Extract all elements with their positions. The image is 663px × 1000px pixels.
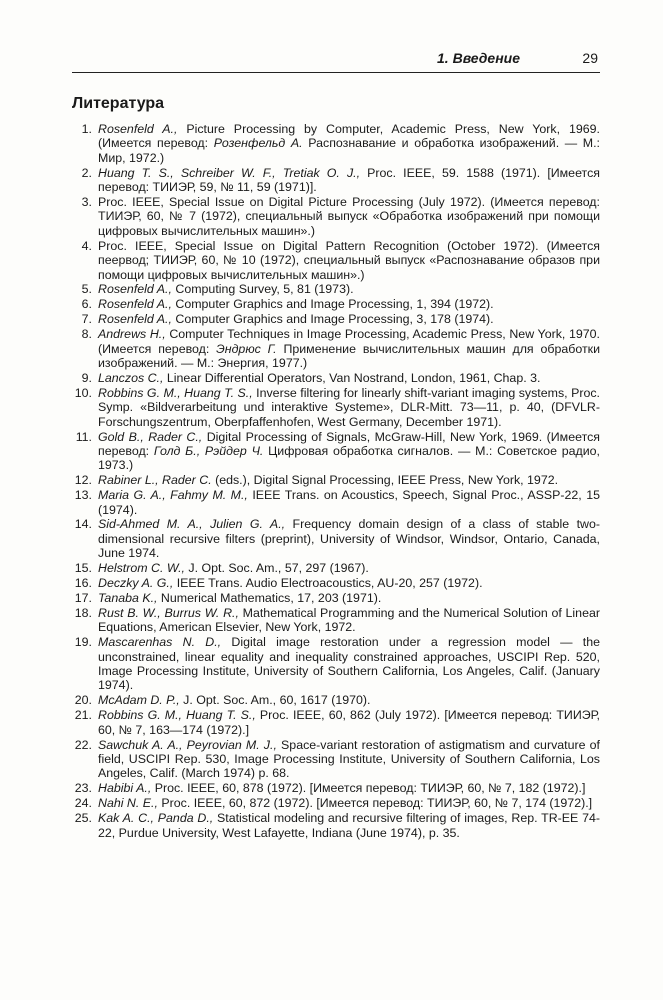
reference-item bbox=[72, 473, 600, 487]
reference-number: 23. bbox=[74, 781, 92, 796]
reference-author: Tanaba K., bbox=[98, 591, 158, 605]
reference-text: Digital Processing of Signals, McGraw-Hill, New York, 1969. (Имеется перевод: bbox=[98, 429, 601, 458]
reference-number: 1. bbox=[81, 122, 92, 136]
reference-item bbox=[72, 635, 600, 693]
reference-item bbox=[72, 488, 600, 517]
running-head bbox=[72, 50, 600, 70]
reference-text: Linear Differential Operators, Van Nostrand, London, 1961, Chap. 3. bbox=[163, 370, 541, 385]
reference-text: Inverse filtering for linearly shift-variant imaging systems, Proc. Symp. «Bildverarbeitung und interaktive Systeme», DLR-Mitt. 73—11, p. 40, (DFVLR-Forschungszentrum, Oberpfaffenhofen, West Germany, December 1971). bbox=[98, 385, 600, 429]
reference-item bbox=[72, 430, 600, 473]
reference-item bbox=[72, 708, 600, 737]
reference-text: IEEE Trans. Audio Electroacoustics, AU-20, 257 (1972). bbox=[173, 576, 483, 591]
section-title: Литература bbox=[72, 95, 165, 112]
reference-text: Picture Processing by Computer, Academic Press, New York, 1969. (Имеется перевод: bbox=[98, 122, 600, 151]
reference-text: Mathematical Programming and the Numerical Solution of Linear Equations, American Elsevier, New York, 1972. bbox=[98, 605, 600, 635]
reference-translation-author: Эндрюс Г. bbox=[216, 341, 277, 356]
reference-translation-author: Розенфельд А. bbox=[213, 136, 303, 151]
reference-item bbox=[72, 297, 600, 311]
reference-number: 2. bbox=[81, 165, 92, 180]
reference-author: Rosenfeld A., bbox=[98, 122, 178, 136]
reference-item bbox=[72, 561, 600, 575]
chapter-title: 1. Введение bbox=[437, 50, 520, 66]
reference-text: IEEE Trans. on Acoustics, Speech, Signal Proc., ASSP-22, 15 (1974). bbox=[98, 488, 600, 517]
reference-number: 13. bbox=[74, 488, 92, 503]
reference-item bbox=[72, 781, 600, 795]
reference-item bbox=[72, 371, 600, 385]
reference-author: Kak A. C., Panda D., bbox=[98, 811, 214, 826]
reference-item bbox=[72, 166, 600, 195]
header-rule bbox=[72, 72, 600, 73]
reference-author: Huang T. S., Schreiber W. F., Tretiak O. J., bbox=[98, 165, 361, 180]
reference-author: Sid-Ahmed M. A., Julien G. A., bbox=[98, 517, 286, 532]
reference-text: Statistical modeling and recursive filtering of images, Rep. TR-EE 74-22, Purdue University, West Lafayette, Indiana (June 1974), p. 35. bbox=[98, 811, 600, 840]
reference-author: Habibi A., bbox=[98, 781, 152, 796]
reference-author: Andrews H., bbox=[98, 327, 166, 342]
reference-author: Maria G. A., Fahmy M. M., bbox=[98, 488, 248, 503]
reference-number: 21. bbox=[74, 708, 92, 723]
reference-author: Nahi N. E., bbox=[98, 796, 158, 811]
reference-item bbox=[72, 796, 600, 810]
page-number: 29 bbox=[582, 50, 598, 66]
reference-number: 6. bbox=[81, 297, 92, 312]
reference-author: Rust B. W., Burrus W. R., bbox=[98, 605, 239, 620]
reference-text: Space-variant restoration of astigmatism and curvature of field, USCIPI Rep. 530, Image Processing Institute, University of Southern California, Los Angeles, Calif. (March 1974) p. 68. bbox=[98, 737, 600, 781]
reference-number: 8. bbox=[81, 327, 92, 342]
reference-text: Computer Graphics and Image Processing, 3, 178 (1974). bbox=[171, 312, 494, 327]
reference-author: Rabiner L., Rader C. bbox=[98, 473, 212, 488]
reference-number: 12. bbox=[74, 473, 92, 488]
reference-text: Proc. IEEE, 60, 878 (1972). [Имеется перевод: ТИИЭР, 60, № 7, 182 (1972).] bbox=[151, 781, 586, 796]
reference-number: 25. bbox=[74, 811, 92, 826]
reference-author: Sawchuk A. A., Peyrovian M. J., bbox=[98, 737, 277, 752]
reference-number: 15. bbox=[74, 561, 92, 576]
reference-text: Computer Graphics and Image Processing, 1, 394 (1972). bbox=[171, 297, 494, 312]
reference-text: Proc. IEEE, Special Issue on Digital Picture Processing (July 1972). (Имеется перевод: ТИИЭР, 60, № 7 (1972), специальный выпуск «Обработка изображений при помощи цифровых вычислительных машин».) bbox=[98, 195, 600, 238]
reference-number: 18. bbox=[74, 605, 92, 620]
reference-item bbox=[72, 811, 600, 840]
reference-author: Rosenfeld A., bbox=[98, 297, 172, 312]
reference-number: 3. bbox=[81, 195, 92, 210]
reference-translation-text: Цифровая обработка сигналов. — М.: Советское радио, 1973.) bbox=[98, 443, 601, 473]
reference-number: 5. bbox=[81, 282, 92, 297]
reference-item bbox=[72, 122, 600, 165]
reference-number: 17. bbox=[74, 591, 92, 605]
reference-item bbox=[72, 576, 600, 590]
reference-item bbox=[72, 195, 600, 238]
reference-author: Lanczos C., bbox=[98, 370, 164, 385]
reference-item bbox=[72, 738, 600, 781]
reference-item bbox=[72, 386, 600, 429]
reference-author: Deczky A. G., bbox=[98, 576, 174, 591]
reference-item bbox=[72, 591, 600, 605]
reference-number: 9. bbox=[81, 370, 92, 385]
reference-translation-text: Распознавание и обработка изображений. — М.: Мир, 1972.) bbox=[98, 136, 601, 165]
reference-item bbox=[72, 282, 600, 296]
reference-number: 7. bbox=[81, 312, 92, 327]
reference-text: Computing Survey, 5, 81 (1973). bbox=[171, 282, 354, 297]
reference-item bbox=[72, 517, 600, 560]
reference-number: 22. bbox=[74, 737, 92, 752]
reference-text: J. Opt. Soc. Am., 60, 1617 (1970). bbox=[179, 693, 371, 708]
reference-text: J. Opt. Soc. Am., 57, 297 (1967). bbox=[184, 561, 369, 576]
reference-text: Proc. IEEE, Special Issue on Digital Pattern Recognition (October 1972). (Имеется пеервод; ТИИЭР, 60, № 10 (1972), специальный выпуск «Распознавание образов при помощи цифровых вычислительных машин».) bbox=[98, 238, 600, 282]
reference-number: 4. bbox=[81, 238, 92, 253]
reference-number: 11. bbox=[75, 429, 92, 444]
reference-author: Helstrom C. W., bbox=[98, 561, 185, 576]
reference-translation-author: Голд Б., Рэйдер Ч. bbox=[153, 443, 264, 458]
reference-item bbox=[72, 312, 600, 326]
reference-text: Frequency domain design of a class of stable two-dimensional recursive filters (preprint), University of Windsor, Windsor, Ontario, Canada, June 1974. bbox=[98, 517, 600, 561]
reference-item bbox=[72, 327, 600, 370]
reference-translation-text: Применение вычислительных машин для обработки изображений. — М.: Энергия, 1977.) bbox=[98, 341, 600, 370]
reference-author: Robbins G. M., Huang T. S., bbox=[98, 385, 253, 400]
reference-list bbox=[72, 122, 600, 840]
reference-number: 20. bbox=[74, 693, 92, 708]
reference-text: Proc. IEEE, 59. 1588 (1971). [Имеется перевод: ТИИЭР, 59, № 11, 59 (1971)]. bbox=[98, 165, 600, 195]
reference-text: Digital image restoration under a regression model — the unconstrained, linear equality and inequality constrained approaches, USCIPI Rep. 520, Image Processing Institute, University of Southern California, Los Angeles, Calif. (January 1974). bbox=[98, 635, 601, 693]
reference-number: 19. bbox=[74, 635, 92, 650]
reference-item bbox=[72, 693, 600, 707]
reference-text: Proc. IEEE, 60, 872 (1972). [Имеется перевод: ТИИЭР, 60, № 7, 174 (1972).] bbox=[157, 796, 593, 811]
reference-number: 14. bbox=[74, 517, 92, 532]
reference-item bbox=[72, 239, 600, 282]
reference-item bbox=[72, 606, 600, 635]
reference-author: Robbins G. M., Huang T. S., bbox=[98, 708, 256, 723]
reference-text: Proc. IEEE, 60, 862 (July 1972). [Имеется перевод: ТИИЭР, 60, № 7, 163—174 (1972).] bbox=[98, 708, 600, 737]
reference-author: Rosenfeld A., bbox=[98, 282, 172, 297]
reference-number: 16. bbox=[74, 576, 92, 591]
reference-author: Mascarenhas N. D., bbox=[98, 635, 222, 650]
reference-text: (eds.), Digital Signal Processing, IEEE Press, New York, 1972. bbox=[211, 473, 559, 488]
reference-author: Rosenfeld A., bbox=[98, 312, 172, 327]
reference-number: 10. bbox=[74, 385, 92, 400]
reference-number: 24. bbox=[74, 796, 92, 811]
reference-author: McAdam D. P., bbox=[98, 693, 180, 708]
reference-text: Numerical Mathematics, 17, 203 (1971). bbox=[157, 591, 382, 605]
reference-text: Computer Techniques in Image Processing, Academic Press, New York, 1970. (Имеется перевод: bbox=[98, 327, 600, 356]
reference-author: Gold B., Rader C., bbox=[98, 429, 203, 444]
